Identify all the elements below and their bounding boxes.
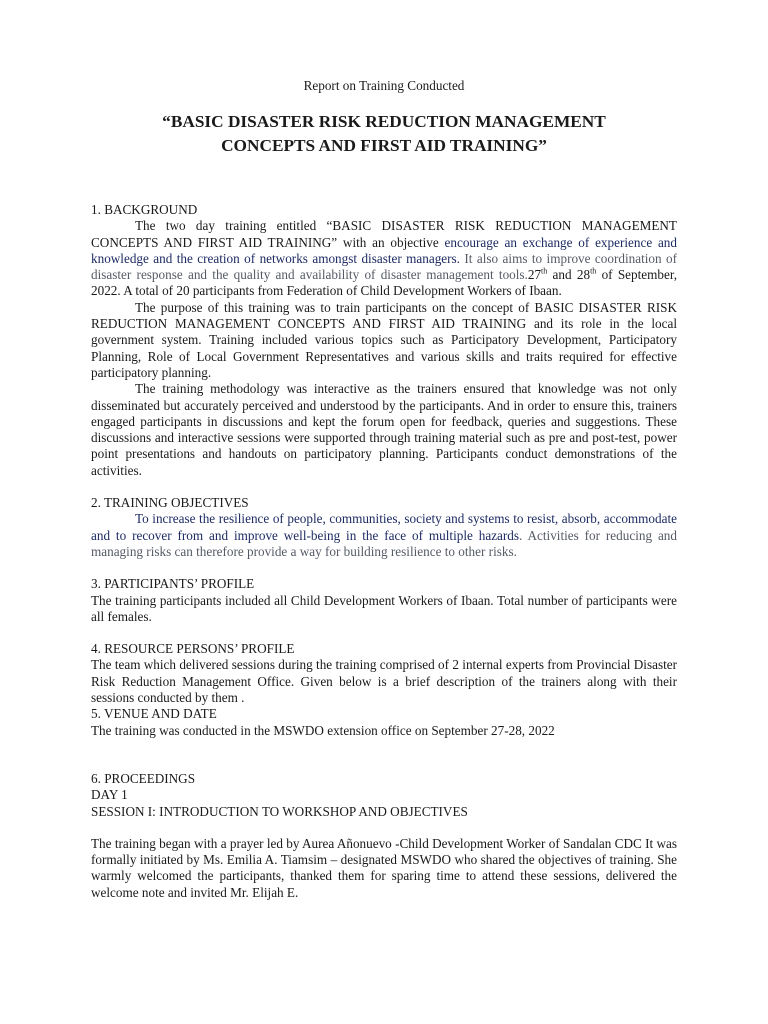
- venue-paragraph: The training was conducted in the MSWDO extension office on September 27-28, 2022: [91, 722, 555, 738]
- background-paragraph-1: [91, 218, 677, 299]
- bg-p1-b: encourage an exchange of experience and knowledge and the creation of networks amongst disaster managers.: [91, 234, 677, 266]
- background-heading: 1. BACKGROUND: [91, 202, 198, 217]
- document-body: [91, 202, 677, 901]
- bg-p1-a: The two day training entitled “BASIC DISASTER RISK REDUCTION MANAGEMENT CONCEPTS AND FIRST AID TRAINING” with an objective: [91, 218, 677, 250]
- session-label: SESSION I: INTRODUCTION TO WORKSHOP AND OBJECTIVES: [91, 803, 468, 819]
- document-title: [110, 110, 658, 158]
- participants-paragraph: The training participants included all Child Development Workers of Ibaan. Total number of participants were all females.: [91, 592, 677, 624]
- obj-p1-a: To increase the resilience of people, communities, society and systems to resist, absorb, accommodate and to recover from and improve well-being in the face of multiple hazards: [91, 511, 677, 543]
- background-paragraph-2: The purpose of this training was to train participants on the concept of BASIC DISASTER RISK REDUCTION MANAGEMENT CONCEPTS AND FIRST AID TRAINING and its role in the local government system. Training included various topics such as Participatory Development, Participatory Planning, Role of Local Government Representatives and various skills and traits required for effective participatory planning.: [91, 299, 677, 380]
- objectives-heading: 2. TRAINING OBJECTIVES: [91, 495, 249, 511]
- title-line-2: CONCEPTS AND FIRST AID TRAINING”: [221, 136, 547, 155]
- bg-p1-e: of September, 2022. A total of 20 participants from Federation of Child Development Workers of Ibaan.: [91, 267, 677, 299]
- resource-heading: 4. RESOURCE PERSONS’ PROFILE: [91, 641, 295, 657]
- bg-p1-sup1: th: [541, 266, 548, 276]
- obj-p1-b: . Activities for reducing and managing risks can therefore provide a way for building resilience to other risks.: [91, 527, 677, 559]
- report-label: Report on Training Conducted: [303, 78, 465, 93]
- bg-p1-sup2: th: [590, 266, 597, 276]
- proceedings-heading: 6. PROCEEDINGS: [91, 770, 196, 786]
- title-line-1: “BASIC DISASTER RISK REDUCTION MANAGEMENT: [162, 112, 606, 131]
- proceedings-paragraph: The training began with a prayer led by Aurea Añonuevo -Child Development Worker of Sandalan CDC It was formally initiated by Ms. Emilia A. Tiamsim – designated MSWDO who shared the objectives of training. She warmly welcomed the participants, thanked them for sparing time to attend these sessions, delivered the welcome note and invited Mr. Elijah E.: [91, 835, 677, 900]
- venue-heading: 5. VENUE AND DATE: [91, 706, 217, 722]
- background-paragraph-3: The training methodology was interactive as the trainers ensured that knowledge was not only disseminated but accurately perceived and understood by the participants. And in order to ensure this, trainers engaged participants in discussions and kept the forum open for feedback, queries and suggestions. These discussions and interactive sessions were supported through training material such as pre and post-test, power point presentations and handouts on participatory planning. Participants conduct demonstrations of the activities.: [91, 381, 677, 478]
- resource-paragraph: The team which delivered sessions during the training comprised of 2 internal experts from Provincial Disaster Risk Reduction Management Office. Given below is a brief description of the trainers along with their sessions conducted by them .: [91, 657, 677, 706]
- participants-heading: 3. PARTICIPANTS’ PROFILE: [91, 576, 255, 592]
- bg-p1-d2: and 28: [547, 267, 591, 283]
- day-label: DAY 1: [91, 787, 128, 803]
- bg-p1-d1: 27: [527, 267, 542, 283]
- bg-p1-c: It also aims to improve coordination of disaster response and the quality and availability of disaster management tools.: [91, 250, 677, 283]
- objectives-paragraph: [91, 511, 677, 560]
